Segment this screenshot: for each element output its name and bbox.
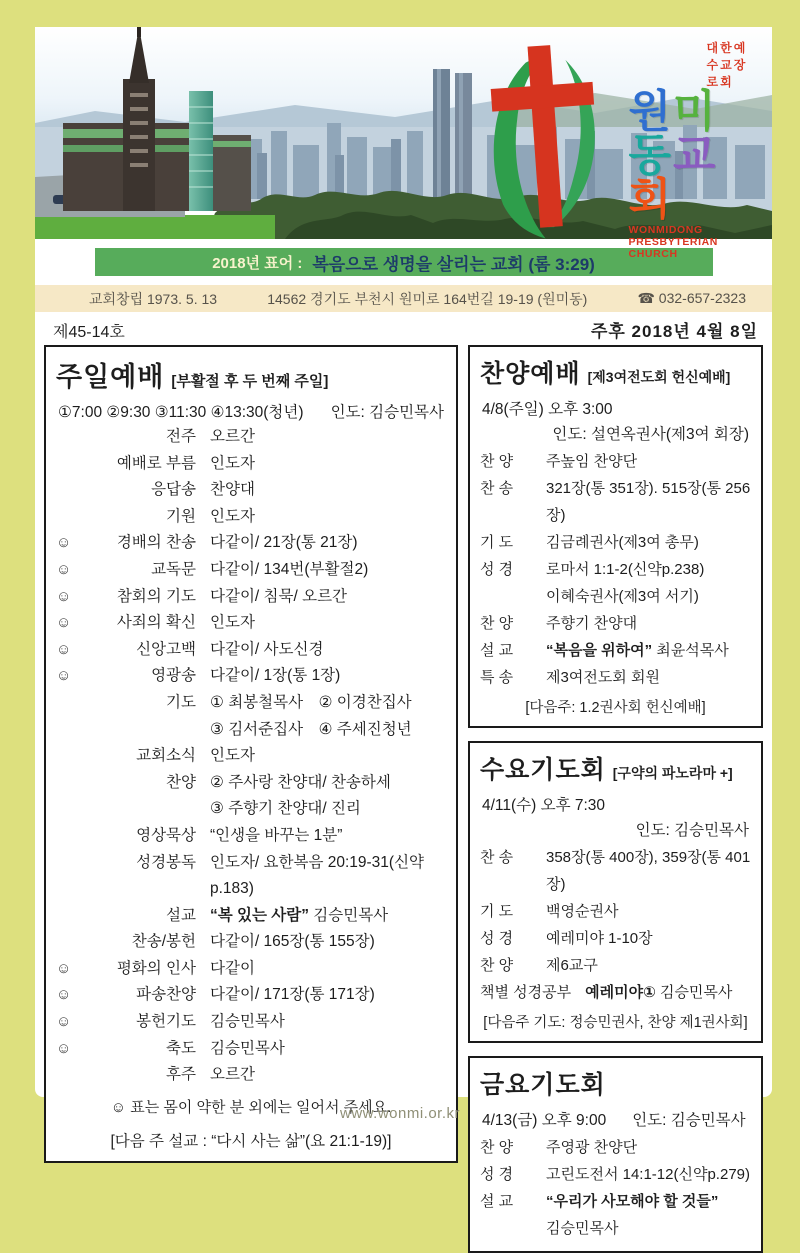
church-name-english: WONMIDONG PRESBYTERIAN CHURCH	[628, 224, 718, 260]
flag-spacer	[56, 1062, 80, 1089]
flag-spacer	[56, 929, 80, 956]
row-value: 백영순권사	[546, 903, 619, 920]
row-label: 책별 성경공부	[480, 984, 572, 1001]
row-value: 인도자	[210, 747, 255, 765]
issue-date: 주후 2018년 4월 8일	[590, 322, 758, 341]
row-value: 김승민목사	[210, 1013, 285, 1031]
section-subtitle: [구약의 파노라마 +]	[612, 765, 733, 781]
row-value: 다같이	[210, 959, 255, 977]
flag-spacer	[56, 823, 80, 850]
service-row	[56, 610, 446, 637]
row-label: 찬 양	[480, 957, 514, 974]
service-rows	[56, 424, 446, 1089]
service-row	[56, 637, 446, 664]
row-label: 경배의 찬송	[116, 534, 196, 552]
service-row	[56, 823, 446, 850]
issue-row	[53, 317, 758, 342]
row-label: 봉헌기도	[136, 1013, 196, 1031]
row-value: ② 주사랑 찬양대/ 찬송하세 ③ 주향기 찬양대/ 진리	[210, 773, 391, 818]
row-label: 응답송	[151, 481, 196, 499]
section-wednesday-prayer	[468, 741, 763, 1043]
row-value: 예레미야① 김승민목사	[585, 984, 733, 1001]
row-value: 오르간	[210, 428, 255, 445]
section-title: 금요기도회	[480, 1071, 606, 1099]
row-label: 성 경	[480, 1166, 514, 1183]
service-row	[56, 1036, 446, 1063]
service-row	[56, 584, 446, 611]
row-value: “인생을 바꾸는 1분”	[210, 826, 343, 844]
row-label: 기 도	[480, 903, 514, 920]
next-week-notice: [다음주: 1.2권사회 헌신예배]	[525, 700, 706, 716]
row-label: 찬 송	[480, 849, 514, 866]
row-value: “우리가 사모해야 할 것들” 김승민목사	[546, 1193, 719, 1237]
service-row	[480, 844, 751, 898]
service-row	[480, 1161, 751, 1188]
row-value: “복음을 위하여” 최윤석목사	[546, 642, 729, 659]
section-friday-prayer	[468, 1056, 763, 1253]
row-label: 찬송/봉헌	[131, 933, 196, 951]
service-datetime: 4/8(주일) 오후 3:00	[482, 401, 613, 418]
row-label: 평화의 인사	[116, 959, 196, 977]
row-value: 김금례권사(제3여 총무)	[546, 534, 699, 551]
church-name-char: 회	[628, 174, 674, 225]
service-times-row	[58, 400, 444, 422]
standing-note: ☺ 표는 몸이 약한 분 외에는 일어서 주세요.	[110, 1098, 392, 1116]
service-row	[56, 743, 446, 770]
section-sunday-worship	[44, 345, 458, 1163]
row-value: 주향기 찬양대	[546, 615, 638, 632]
service-row	[480, 979, 751, 1006]
service-row	[480, 529, 751, 556]
service-datetime: 4/13(금) 오후 9:00 인도: 김승민목사	[482, 1108, 751, 1130]
smiley-icon: ☺	[56, 1039, 72, 1057]
row-value: 고린도전서 14:1-12(신약p.279)	[546, 1166, 750, 1183]
row-label: 교독문	[151, 560, 196, 578]
row-value: 인도자/ 요한복음 20:19-31(신약p.183)	[210, 853, 425, 898]
service-leader: 인도: 김승민목사	[635, 822, 749, 839]
row-label: 기 도	[480, 534, 514, 551]
cross-logo-icon	[469, 39, 622, 245]
row-value: 제6교구	[546, 957, 598, 974]
service-row	[480, 448, 751, 475]
row-label: 참회의 기도	[116, 587, 196, 605]
row-value: 다같이/ 침묵/ 오르간	[210, 587, 348, 605]
row-value: ① 최봉철목사 ② 이경찬집사 ③ 김서준집사 ④ 주세진청년	[210, 693, 412, 738]
section-subtitle: [부활절 후 두 번째 주일]	[171, 373, 329, 390]
section-praise-worship	[468, 345, 763, 728]
motto-text: 복음으로 생명을 살리는 교회 (롬 3:29)	[312, 254, 595, 274]
service-row	[56, 477, 446, 504]
service-row	[56, 451, 446, 478]
service-row	[56, 770, 446, 823]
service-row	[480, 664, 751, 691]
row-value: 다같이/ 171장(통 171장)	[210, 986, 375, 1004]
row-label: 신앙고백	[136, 640, 196, 658]
service-row	[56, 850, 446, 903]
section-header	[480, 750, 751, 786]
service-row	[480, 898, 751, 925]
section-header	[56, 355, 446, 394]
row-value: 인도자	[210, 454, 255, 472]
row-value: 제3여전도회 회원	[546, 669, 660, 686]
church-name-char: 교	[673, 130, 718, 181]
service-datetime: 4/11(수) 오후 7:30	[482, 797, 606, 814]
church-name	[628, 86, 750, 225]
section-title: 주일예배	[56, 362, 165, 392]
denomination-label: 대한예수교장로회	[706, 41, 748, 89]
row-value: 오르간	[210, 1066, 255, 1084]
next-week-notice: [다음주 기도: 정승민권사, 찬양 제1권사회]	[483, 1015, 748, 1031]
row-value: 다같이/ 21장(통 21장)	[210, 534, 358, 552]
service-times: ①7:00 ②9:30 ③11:30 ④13:30(청년)	[58, 404, 304, 421]
section-title: 수요기도회	[480, 756, 606, 784]
smiley-icon: ☺	[56, 1013, 72, 1031]
row-label: 전주	[166, 428, 196, 445]
row-label: 설교	[166, 906, 196, 924]
service-row	[480, 556, 751, 610]
row-label: 성 경	[480, 930, 514, 947]
row-label: 영광송	[151, 667, 196, 685]
service-row	[56, 424, 446, 451]
smiley-icon: ☺	[56, 614, 72, 632]
service-leader: 인도: 설연옥권사(제3여 회장)	[552, 426, 749, 443]
service-row	[56, 1009, 446, 1036]
smiley-icon: ☺	[56, 534, 72, 552]
row-label: 기도	[166, 693, 196, 711]
service-row	[480, 1134, 751, 1161]
section-subtitle: [제3여전도회 헌신예배]	[587, 369, 731, 385]
service-row	[56, 903, 446, 930]
row-value: 인도자	[210, 614, 255, 632]
row-label: 설 교	[480, 1193, 514, 1210]
smiley-icon: ☺	[56, 986, 72, 1004]
flag-spacer	[56, 850, 80, 903]
row-label: 찬 양	[480, 453, 514, 470]
row-label: 성 경	[480, 561, 514, 578]
service-row	[56, 530, 446, 557]
service-row	[56, 1062, 446, 1089]
row-value: 주높임 찬양단	[546, 453, 638, 470]
service-row	[480, 952, 751, 979]
next-week-sermon: [다음 주 설교 : “다시 사는 삶”(요 21:1-19)]	[110, 1132, 392, 1150]
service-row	[480, 475, 751, 529]
church-name-char: 미	[673, 86, 718, 137]
flag-spacer	[56, 770, 80, 823]
smiley-icon: ☺	[56, 959, 72, 977]
row-label: 성경봉독	[136, 853, 196, 871]
row-value: 358장(통 400장), 359장(통 401장)	[546, 849, 751, 893]
smiley-icon: ☺	[56, 587, 72, 605]
church-logo	[469, 39, 750, 260]
service-rows	[480, 1134, 751, 1242]
smiley-icon: ☺	[56, 640, 72, 658]
service-row	[480, 1188, 751, 1242]
section-header	[480, 1065, 751, 1101]
service-row	[56, 504, 446, 531]
flag-spacer	[56, 690, 80, 743]
row-label: 설 교	[480, 642, 514, 659]
row-label: 축도	[166, 1039, 196, 1057]
service-row	[56, 956, 446, 983]
service-row	[480, 610, 751, 637]
section-header	[480, 354, 751, 390]
service-row	[480, 637, 751, 664]
row-value: “복 있는 사람” 김승민목사	[210, 906, 389, 924]
smiley-icon: ☺	[56, 667, 72, 685]
site-url: www.wonmi.or.kr	[339, 1105, 461, 1122]
church-address: 14562 경기도 부천시 원미로 164번길 19-19 (원미동)	[267, 290, 588, 307]
row-label: 후주	[166, 1066, 196, 1084]
service-leader: 인도: 김승민목사	[632, 1112, 746, 1129]
row-label: 찬 양	[480, 615, 514, 632]
section-title: 찬양예배	[480, 360, 581, 388]
flag-spacer	[56, 424, 80, 451]
service-rows	[480, 448, 751, 691]
row-label: 파송찬양	[136, 986, 196, 1004]
church-info-strip	[35, 285, 772, 312]
founded-date: 교회창립 1973. 5. 13	[89, 290, 218, 307]
flag-spacer	[56, 451, 80, 478]
service-row	[480, 925, 751, 952]
row-value: 주영광 찬양단	[546, 1139, 638, 1156]
row-value: 인도자	[210, 507, 255, 525]
church-name-char: 동	[628, 130, 674, 181]
church-name-char: 원	[628, 86, 674, 137]
row-label: 찬 양	[480, 1139, 514, 1156]
church-photo	[35, 27, 772, 260]
service-row	[56, 690, 446, 743]
row-value: 다같이/ 사도신경	[210, 640, 324, 658]
smiley-icon: ☺	[56, 560, 72, 578]
service-row	[56, 982, 446, 1009]
row-value: 예레미야 1-10장	[546, 930, 653, 947]
service-row	[56, 663, 446, 690]
flag-spacer	[56, 743, 80, 770]
row-label: 찬양	[166, 773, 196, 791]
row-value: 로마서 1:1-2(신약p.238) 이혜숙권사(제3여 서기)	[546, 561, 705, 605]
service-rows	[480, 844, 751, 1006]
flag-spacer	[56, 477, 80, 504]
service-leader: 인도: 김승민목사	[330, 404, 444, 421]
flag-spacer	[56, 504, 80, 531]
row-label: 교회소식	[136, 747, 196, 765]
row-label: 특 송	[480, 669, 514, 686]
issue-number: 제45-14호	[53, 324, 125, 341]
church-phone: ☎ 032-657-2323	[637, 290, 746, 306]
flag-spacer	[56, 903, 80, 930]
row-label: 영상묵상	[136, 826, 196, 844]
row-label: 사죄의 확신	[116, 614, 196, 632]
row-label: 찬 송	[480, 480, 514, 497]
row-value: 321장(통 351장). 515장(통 256장)	[546, 480, 751, 524]
service-row	[56, 557, 446, 584]
row-label: 기원	[166, 507, 196, 525]
row-value: 다같이/ 134번(부활절2)	[210, 560, 369, 578]
row-value: 다같이/ 1장(통 1장)	[210, 667, 341, 685]
row-value: 김승민목사	[210, 1039, 285, 1057]
row-label: 예배로 부름	[116, 454, 196, 472]
row-value: 찬양대	[210, 481, 255, 499]
motto-label: 2018년 표어 :	[212, 254, 303, 272]
service-row	[56, 929, 446, 956]
row-value: 다같이/ 165장(통 155장)	[210, 933, 375, 951]
